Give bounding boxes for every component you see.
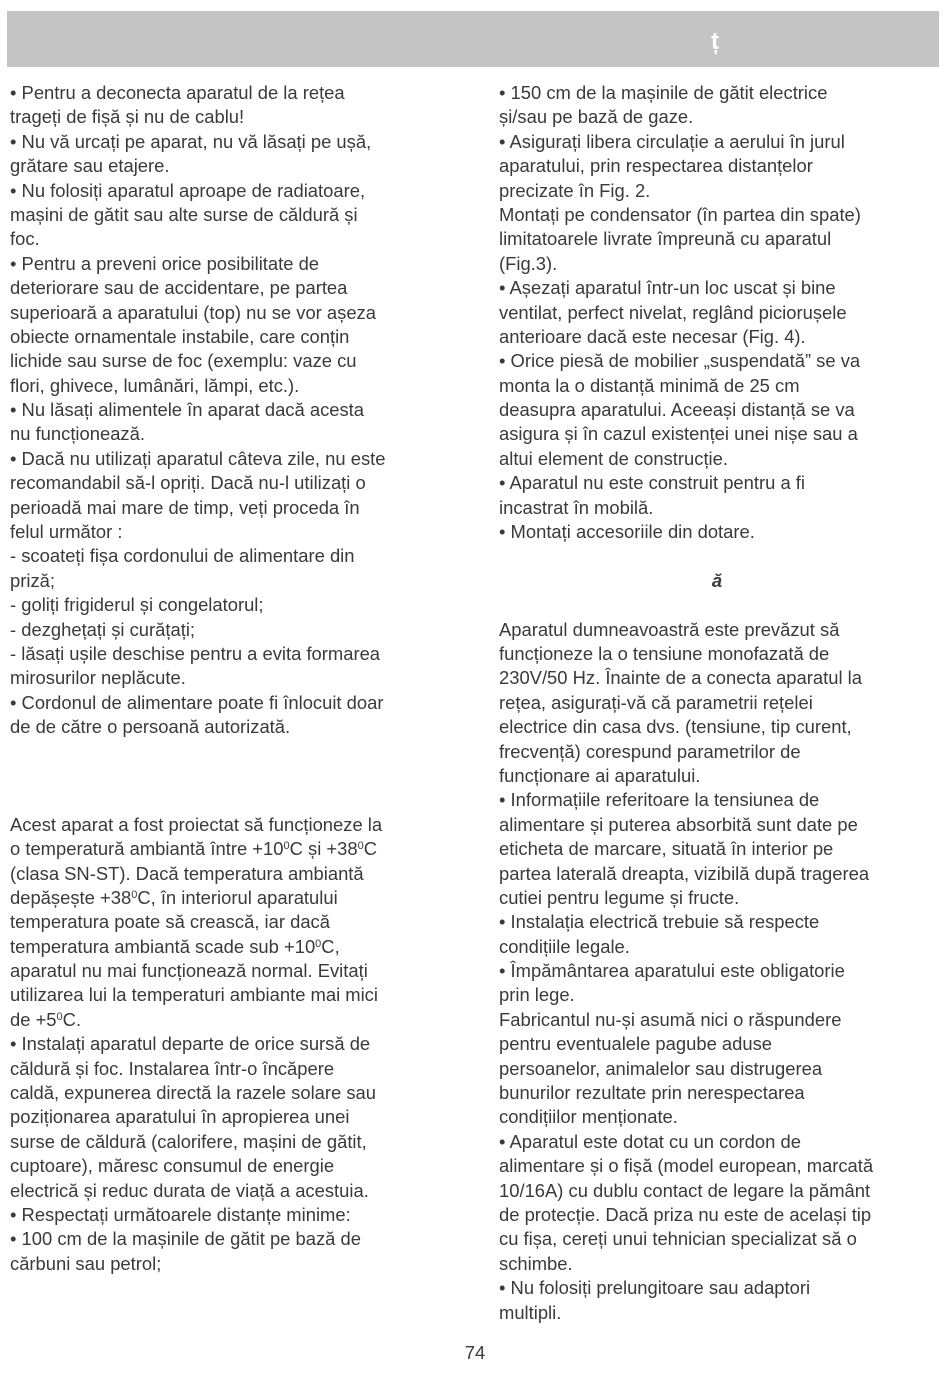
text-line: aparatului, prin respectarea distanțelor [499,155,813,177]
text-line: • Împământarea aparatului este obligatorie [499,960,845,982]
text-line: • Montați accesoriile din dotare. [499,521,755,543]
text-line: • 150 cm de la mașinile de gătit electrice [499,82,828,103]
text-line: cu fișa, cereți unui tehnician specializat să o [499,1228,857,1250]
text-line [10,935,450,959]
text-line: • Aparatul este dotat cu un cordon de [499,1130,801,1152]
text-line: partea laterală dreapta, vizibilă după tragerea [499,862,870,884]
text-line: • Dacă nu utilizați aparatul câteva zile, nu este [10,447,386,469]
text-line: • Respectați următoarele distanțe minime: [10,1203,351,1225]
text-line: Montați pe condensator (în partea din spate) [499,203,861,225]
degree-superscript: 0 [283,840,290,853]
text-line [10,862,450,886]
text-run: temperatura poate să crească, iar dacă [10,911,330,933]
right-column [499,81,935,1325]
text-line: cuptoare), măresc consumul de energie [10,1155,335,1177]
text-line: • Pentru a preveni orice posibilitate de [10,252,320,274]
text-line: alimentare și o fișă (model european, marcată [499,1155,874,1177]
left-paragraph-temperature [10,813,450,1033]
text-line: 230V/50 Hz. Înainte de a conecta aparatul la [499,667,862,689]
blank-line [499,544,935,568]
right-paragraph-distances [499,81,935,544]
text-line: perioadă mai mare de timp, veți proceda în [10,496,360,518]
text-line: incastrat în mobilă. [499,496,654,518]
text-line: de de către o persoană autorizată. [10,716,291,738]
text-line: flori, ghivece, lumânări, lămpi, etc.). [10,374,300,396]
text-line: cărbuni sau petrol; [10,1252,162,1274]
text-line: grătare sau etajere. [10,155,170,177]
blank-line [10,764,450,788]
text-line: superioară a aparatului (top) nu se vor așeza [10,301,376,323]
degree-superscript: 0 [131,888,138,901]
text-line: • Nu folosiți prelungitoare sau adaptori [499,1277,811,1299]
text-line [10,837,450,861]
text-line: prin lege. [499,984,575,1006]
text-run: aparatul nu mai funcționează normal. Evitați [10,960,368,982]
text-line: • Aparatul nu este construit pentru a fi [499,472,805,494]
text-line: - dezghețați și curățați; [10,618,196,640]
text-line: deasupra aparatului. Aceeași distanță se va [499,399,855,421]
text-line: monta la o distanță minimă de 25 cm [499,374,800,396]
left-column [10,81,450,1276]
text-line: caldă, expunerea directă la razele solare sau [10,1082,376,1104]
text-run: utilizarea lui la temperaturi ambiante mai mici [10,984,378,1006]
text-line: persoanelor, animalelor sau distrugerea [499,1057,823,1079]
text-line: electrică și reduc durata de viață a acestuia. [10,1179,369,1201]
text-run: C și +38 [289,838,358,860]
text-line: • Orice piesă de mobilier „suspendată” se va [499,350,861,372]
degree-superscript: 0 [315,937,322,950]
text-line: Fabricantul nu-și asumă nici o răspundere [499,1008,842,1030]
text-line: trageți de fișă și nu de cablu! [10,106,245,128]
text-line: asigura și în cazul existenței unei nișe sau a [499,423,858,445]
text-line: • Informațiile referitoare la tensiunea de [499,789,820,811]
text-line: surse de căldură (calorifere, mașini de gătit, [10,1130,367,1152]
text-line: căldură și foc. Instalarea într-o încăpere [10,1057,335,1079]
text-line: ventilat, perfect nivelat, reglând piciorușele [499,301,847,323]
text-line: • Pentru a deconecta aparatul de la rețea [10,82,345,103]
text-line: precizate în Fig. 2. [499,179,651,201]
text-line: altui element de construcție. [499,447,728,469]
text-line: de protecție. Dacă priza nu este de același tip [499,1203,872,1225]
text-line: schimbe. [499,1252,573,1274]
text-line: condițiilor menționate. [499,1106,678,1128]
text-line: felul următor : [10,521,123,543]
text-line [10,1008,450,1032]
text-line: poziționarea aparatului în apropierea unei [10,1106,350,1128]
text-line: (Fig.3). [499,252,558,274]
text-line: obiecte ornamentale instabile, care conțin [10,325,350,347]
text-run: depășește +38 [10,886,132,908]
text-line: limitatoarele livrate împreună cu aparatul [499,228,832,250]
text-line: • Asigurați libera circulație a aerului în jurul [499,130,845,152]
text-line: recomandabil să-l opriți. Dacă nu-l utilizați o [10,472,366,494]
text-line: • Așezați aparatul într-un loc uscat și bine [499,277,836,299]
blank-line [10,788,450,812]
text-line: funcționare ai aparatului. [499,764,701,786]
text-run: Acest aparat a fost proiectat să funcționeze la [10,813,383,835]
text-line: - goliți frigiderul și congelatorul; [10,594,264,616]
text-line: - scoateți fișa cordonului de alimentare din [10,545,355,567]
text-run: C. [62,1008,82,1030]
text-line: mașini de gătit sau alte surse de căldură și [10,203,358,225]
degree-superscript: 0 [56,1010,63,1023]
text-line: 10/16A) cu dublu contact de legare la pământ [499,1179,871,1201]
text-line: nu funcționează. [10,423,145,445]
degree-superscript: 0 [357,840,364,853]
text-line: lichide sau surse de foc (exemplu: vaze cu [10,350,357,372]
text-line [10,910,450,934]
text-line: bunurilor rezultate prin nerespectarea [499,1082,805,1104]
text-line: Aparatul dumneavoastră este prevăzut să [499,618,840,640]
text-line: • Cordonul de alimentare poate fi înlocuit doar [10,691,384,713]
left-paragraph-safety [10,81,450,740]
text-line: frecvență) corespund parametrilor de [499,740,801,762]
text-line: foc. [10,228,40,250]
text-line [10,983,450,1007]
text-line: rețea, asigurați-vă că parametrii rețelei [499,691,813,713]
text-line: alimentare și puterea absorbită sunt date pe [499,813,858,835]
text-line: electrice din casa dvs. (tensiune, tip curent, [499,716,852,738]
blank-line [10,740,450,764]
text-line: anterioare dacă este necesar (Fig. 4). [499,325,806,347]
text-line: • Instalați aparatul departe de orice sursă de [10,1033,371,1055]
header-bar [7,11,939,67]
text-line: • Nu lăsați alimentele în aparat dacă acesta [10,399,365,421]
text-line: cutiei pentru legume și fructe. [499,886,740,908]
text-line: priză; [10,569,55,591]
text-line: condițiile legale. [499,935,630,957]
text-line [10,886,450,910]
text-run: de +5 [10,1008,57,1030]
text-line: multipli. [499,1301,562,1323]
text-run: temperatura ambiantă scade sub +10 [10,935,316,957]
text-line: - lăsați ușile deschise pentru a evita formarea [10,642,381,664]
text-run: (clasa SN-ST). Dacă temperatura ambiantă [10,862,364,884]
blank-line [499,593,935,617]
text-run: C, [321,935,340,957]
text-line: mirosurilor neplăcute. [10,667,186,689]
left-paragraph-installation [10,1032,450,1276]
text-line: și/sau pe bază de gaze. [499,106,694,128]
header-title: ț [711,28,719,55]
text-line: • Nu vă urcați pe aparat, nu vă lăsați pe ușă, [10,130,372,152]
text-line: funcționeze la o tensiune monofazată de [499,642,830,664]
section-heading: ă [711,569,723,591]
text-run: C [363,838,377,860]
text-run: C, în interiorul aparatului [137,886,338,908]
right-paragraph-electrical [499,618,935,1325]
text-line [10,813,450,837]
text-line: • Instalația electrică trebuie să respecte [499,911,820,933]
text-line: eticheta de marcare, situată în interior pe [499,838,834,860]
text-line: deteriorare sau de accidentare, pe partea [10,277,348,299]
text-line: pentru eventualele pagube aduse [499,1033,773,1055]
text-line [10,959,450,983]
text-line: • Nu folosiți aparatul aproape de radiatoare, [10,179,366,201]
page-number: 74 [464,1342,486,1363]
text-run: o temperatură ambiantă între +10 [10,838,284,860]
text-line: • 100 cm de la mașinile de gătit pe bază de [10,1228,361,1250]
